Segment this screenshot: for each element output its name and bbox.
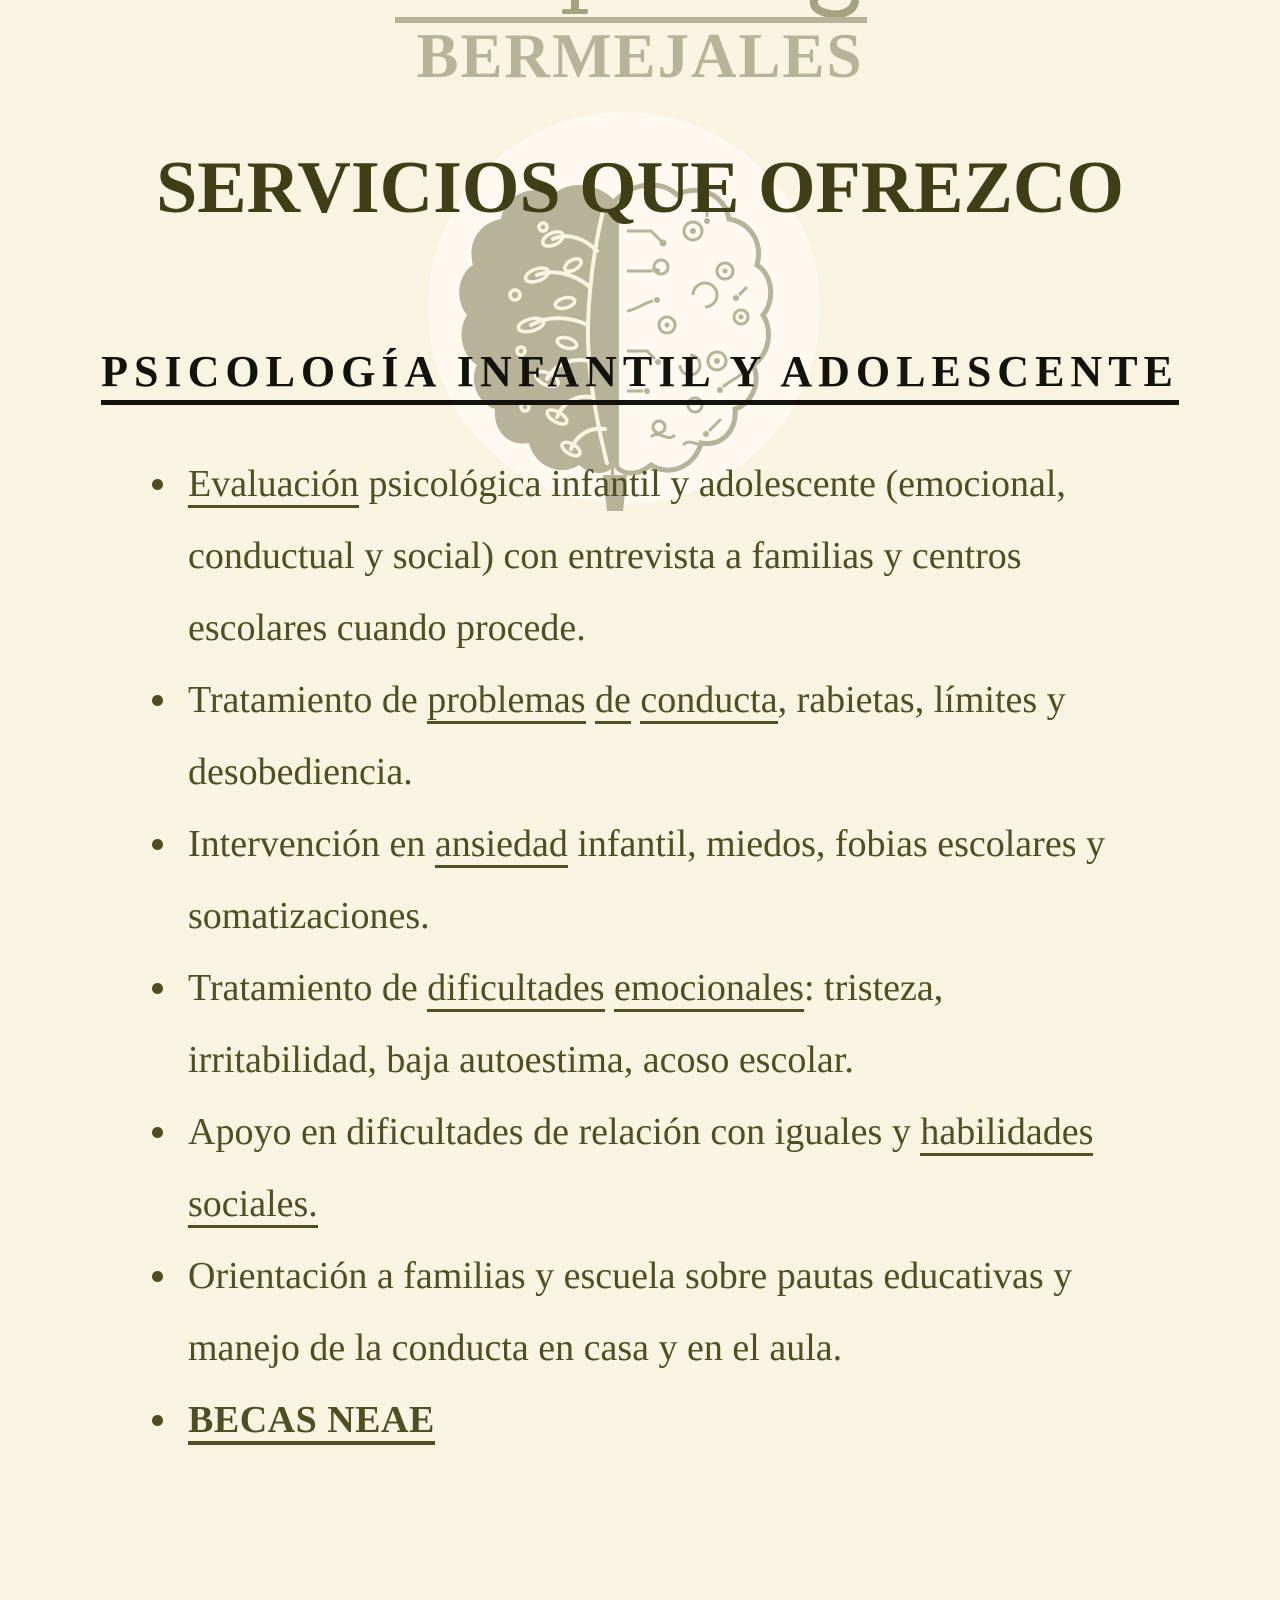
section-heading: [0, 346, 1280, 405]
text: infantil, miedos, fobias escolares y somatizaciones.: [188, 823, 1105, 937]
text: Intervención en: [188, 823, 435, 865]
underlined-text: conducta: [640, 679, 777, 724]
text: Apoyo en dificultades de relación con iguales y: [188, 1111, 921, 1153]
underlined-text: emocionales: [614, 967, 804, 1012]
text: [605, 967, 615, 1009]
section-heading-text: PSICOLOGÍA INFANTIL Y ADOLESCENTE: [101, 346, 1179, 405]
page-title: SERVICIOS QUE OFREZCO: [156, 147, 1124, 229]
underlined-text: de: [595, 679, 631, 724]
list-item: [150, 808, 1135, 952]
cropped-letter-p-descender-icon: [560, 0, 590, 15]
brand-name: BERMEJALES: [416, 21, 864, 91]
services-list: [150, 448, 1135, 1456]
list-item: [150, 664, 1135, 808]
text: [631, 679, 641, 721]
underlined-text: ansiedad: [435, 823, 568, 868]
text: psicológica infantil y adolescente (emocional, conductual y social) con entrevista a familias y centros escolares cuando procede.: [188, 463, 1066, 649]
text: Orientación a familias y escuela sobre pautas educativas y manejo de la conducta en casa y en el aula.: [188, 1255, 1073, 1369]
text: Tratamiento de: [188, 967, 428, 1009]
list-item: [150, 952, 1135, 1096]
text: [586, 679, 596, 721]
underlined-text: dificultades: [427, 967, 604, 1012]
list-item: [150, 448, 1135, 664]
underlined-text: habilidades sociales.: [188, 1111, 1093, 1228]
underlined-text: BECAS NEAE: [188, 1399, 435, 1445]
list-item: [150, 1096, 1135, 1240]
underlined-text: problemas: [427, 679, 585, 724]
underlined-text: Evaluación: [188, 463, 359, 508]
text: Tratamiento de: [188, 679, 428, 721]
list-item: [150, 1384, 1135, 1456]
text: , rabietas, límites y desobediencia.: [188, 679, 1066, 793]
list-item: [150, 1240, 1135, 1384]
text: : tristeza, irritabilidad, baja autoestima, acoso escolar.: [188, 967, 944, 1081]
cropped-letter-g-descender-icon: [808, 0, 860, 18]
